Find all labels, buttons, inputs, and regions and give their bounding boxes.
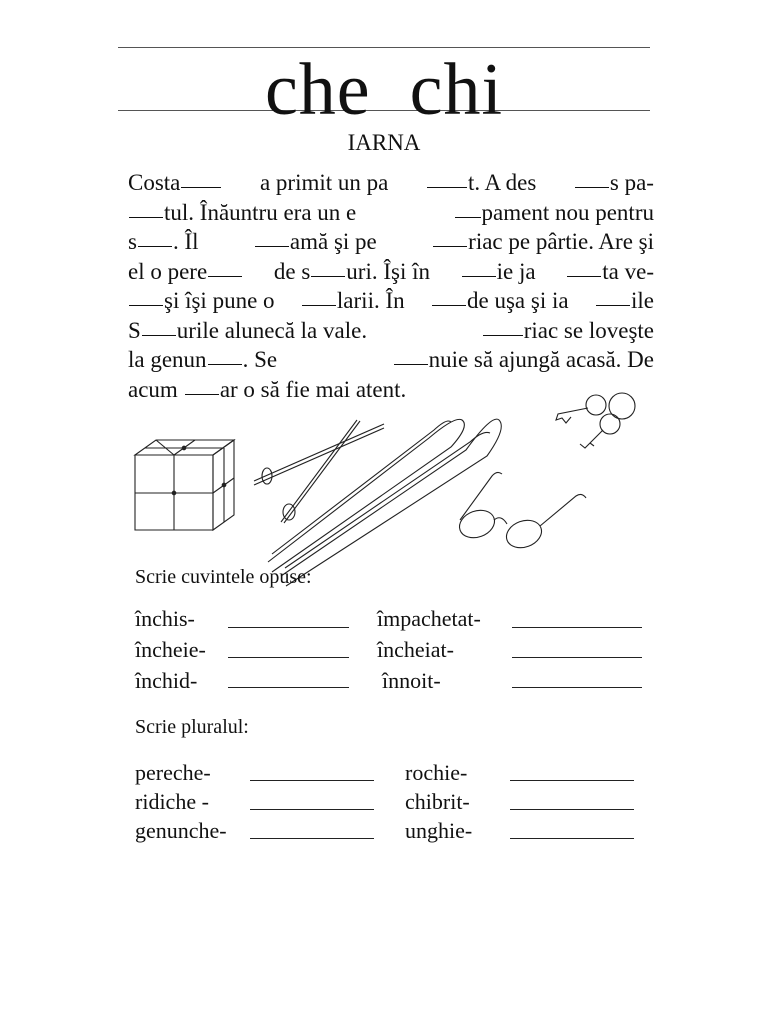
opposite-word: încheie- <box>135 637 206 662</box>
eyeglasses-icon <box>456 472 586 552</box>
story-fragment: de s <box>273 258 311 284</box>
story-fragment: acum <box>128 376 178 402</box>
keys-icon <box>556 393 635 448</box>
story-fragment: de uşa şi ia <box>467 288 569 313</box>
story-fragment: s <box>128 229 137 254</box>
story-fragment: şi îşi pune o <box>164 288 275 313</box>
story-fragment: ta ve- <box>602 258 654 284</box>
story-fragment: t. A des <box>467 170 537 195</box>
opposite-word: încheiat- <box>377 637 454 662</box>
story-fragment: riac pe pârtie. Are şi <box>468 229 654 254</box>
opposite-word: înnoit- <box>382 668 441 693</box>
story-fragment: S <box>128 317 141 343</box>
story-fragment: . Se <box>242 347 278 372</box>
opposite-word: închid- <box>135 668 198 693</box>
answer-blank[interactable] <box>512 687 642 688</box>
answer-blank[interactable] <box>228 657 349 658</box>
plural-word: ridiche - <box>135 789 209 814</box>
story-fragment: ar o să fie mai atent. <box>219 376 407 402</box>
story-fragment: a primit un pa <box>259 170 389 195</box>
answer-blank[interactable] <box>250 780 374 781</box>
answer-blank[interactable] <box>510 809 634 810</box>
story-fragment: nuie să ajungă acasă. De <box>428 347 654 372</box>
story-fragment: la genun <box>128 347 207 372</box>
answer-blank[interactable] <box>228 627 349 628</box>
exercise-plural-label: Scrie pluralul: <box>135 716 249 738</box>
answer-blank[interactable] <box>228 687 349 688</box>
answer-blank[interactable] <box>250 838 374 839</box>
story-fragment: riac se loveşte <box>523 317 654 343</box>
story-fragment: ile <box>630 288 654 313</box>
answer-blank[interactable] <box>250 809 374 810</box>
plural-word: genunche- <box>135 818 227 843</box>
story-fragment: pament nou pentru <box>481 199 654 225</box>
answer-blank[interactable] <box>510 780 634 781</box>
plural-word: pereche- <box>135 760 211 785</box>
opposite-word: împachetat- <box>377 606 481 631</box>
story-fragment: Costa <box>128 170 181 195</box>
story-fragment: . Îl <box>172 229 199 254</box>
story-fragment: larii. În <box>336 288 405 313</box>
story-fragment: el o pere <box>128 258 208 284</box>
exercise-opposites-label: Scrie cuvintele opuse: <box>135 566 312 588</box>
skis-icon <box>268 419 501 586</box>
story-fragment: urile alunecă la vale. <box>176 317 368 343</box>
story-fragment: amă şi pe <box>289 229 377 254</box>
story-fragment: tul. Înăuntru era un e <box>164 199 357 225</box>
story-fragment: uri. Îşi în <box>346 258 430 284</box>
opposite-word: închis- <box>135 606 195 631</box>
story-title: IARNA <box>347 130 421 155</box>
plural-word: chibrit- <box>405 789 470 814</box>
gift-box-icon <box>135 440 234 530</box>
story-fragment: ie ja <box>496 258 536 284</box>
answer-blank[interactable] <box>512 627 642 628</box>
story-fragment: s pa- <box>609 170 654 195</box>
page-title: che chi <box>264 49 504 131</box>
plural-word: unghie- <box>405 818 473 843</box>
plural-word: rochie- <box>405 760 468 785</box>
answer-blank[interactable] <box>510 838 634 839</box>
answer-blank[interactable] <box>512 657 642 658</box>
